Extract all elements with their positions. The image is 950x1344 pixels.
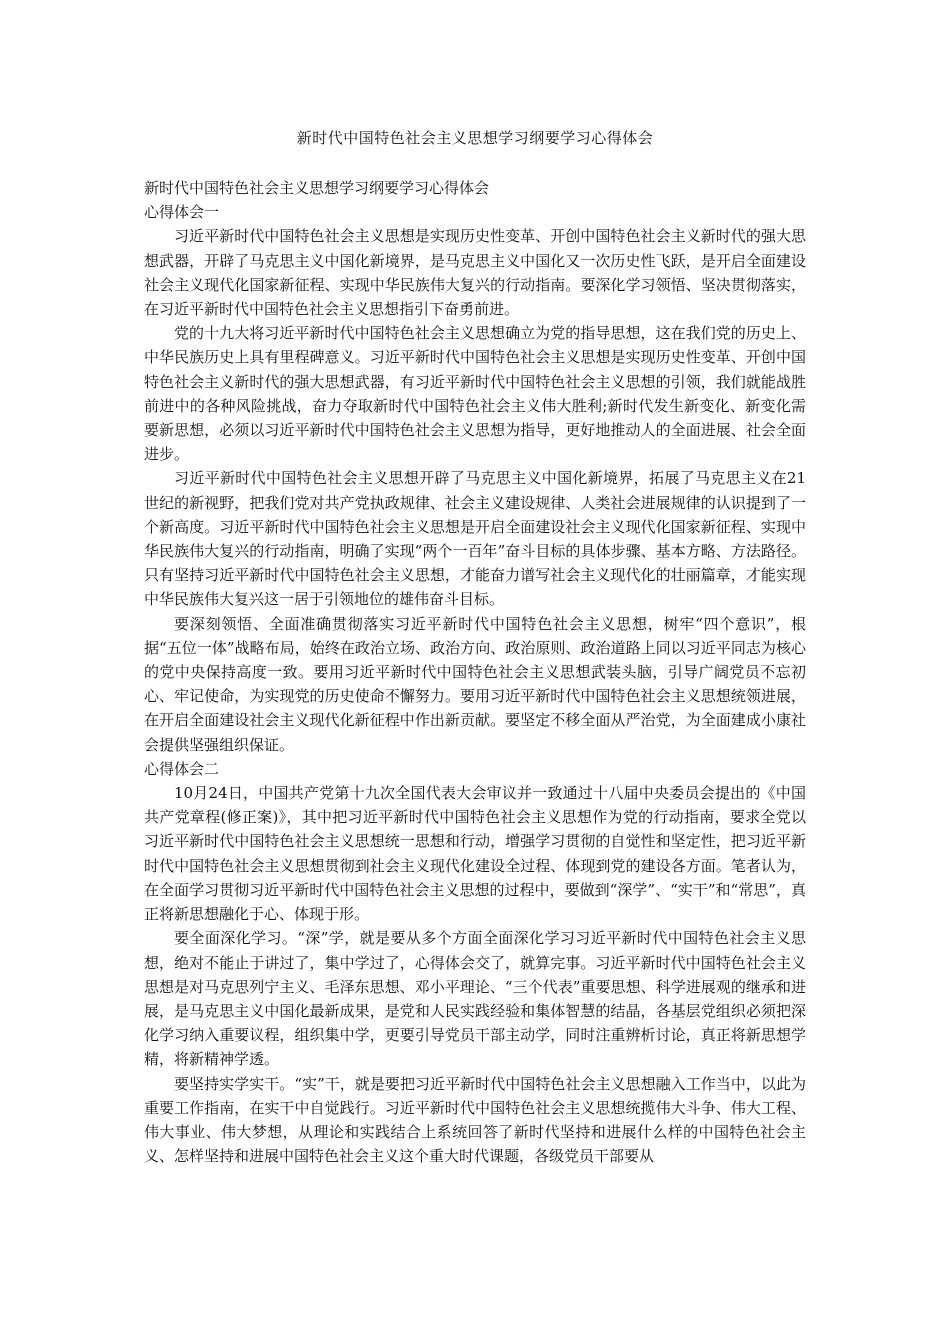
paragraph: 党的十九大将习近平新时代中国特色社会主义思想确立为党的指导思想，这在我们党的历史上、中华民族历史上具有里程碑意义。习近平新时代中国特色社会主义思想是实现历史性变革、开创中国特色社会主义新时代的强大思想武器，有习近平新时代中国特色社会主义思想的引领，我们就能战胜前进中的各种风险挑战，奋力夺取新时代中国特色社会主义伟大胜利;新时代发生新变化、新变化需要新思想，必须以习近平新时代中国特色社会主义思想为指导，更好地推动人的全面进展、社会全面进步。 [144, 324, 806, 464]
paragraph: 习近平新时代中国特色社会主义思想是实现历史性变革、开创中国特色社会主义新时代的强大思想武器，开辟了马克思主义中国化新境界，是马克思主义中国化又一次历史性飞跃，是开启全面建设社会主义现代化国家新征程、实现中华民族伟大复兴的行动指南。要深化学习领悟、坚决贯彻落实，在习近平新时代中国特色社会主义思想指引下奋勇前进。 [144, 227, 806, 319]
paragraph: 要全面深化学习。“深”学，就是要从多个方面全面深化学习习近平新时代中国特色社会主义思想，绝对不能止于讲过了，集中学过了，心得体会交了，就算完事。习近平新时代中国特色社会主义思想是对马克思列宁主义、毛泽东思想、邓小平理论、“三个代表”重要思想、科学进展观的继承和进展，是马克思主义中国化最新成果，是党和人民实践经验和集体智慧的结晶，各基层党组织必须把深化学习纳入重要议程，组织集中学，更要引导党员干部主动学，同时注重辨析讨论，真正将新思想学精，将新精神学透。 [144, 929, 806, 1069]
paragraph: 习近平新时代中国特色社会主义思想开辟了马克思主义中国化新境界，拓展了马克思主义在21世纪的新视野，把我们党对共产党执政规律、社会主义建设规律、人类社会进展规律的认识提到了一个新高度。习近平新时代中国特色社会主义思想是开启全面建设社会主义现代化国家新征程、实现中华民族伟大复兴的行动指南，明确了实现“两个一百年”奋斗目标的具体步骤、基本方略、方法路径。只有坚持习近平新时代中国特色社会主义思想，才能奋力谱写社会主义现代化的壮丽篇章，才能实现中华民族伟大复兴这一居于引领地位的雄伟奋斗目标。 [144, 469, 806, 609]
paragraph: 10月24日，中国共产党第十九次全国代表大会审议并一致通过十八届中央委员会提出的《中国共产党章程(修正案)》，其中把习近平新时代中国特色社会主义思想作为党的行动指南，要求全党以习近平新时代中国特色社会主义思想统一思想和行动，增强学习贯彻的自觉性和坚定性，把习近平新时代中国特色社会主义思想贯彻到社会主义现代化建设全过程、体现到党的建设各方面。笔者认为，在全面学习贯彻习近平新时代中国特色社会主义思想的过程中，要做到“深学”、“实干”和“常思”，真正将新思想融化于心、体现于形。 [144, 784, 806, 924]
section-heading-1: 心得体会一 [144, 203, 220, 222]
document-title: 新时代中国特色社会主义思想学习纲要学习心得体会 [296, 129, 654, 147]
section-heading-2: 心得体会二 [144, 759, 220, 778]
paragraph: 要坚持实学实干。“实”干，就是要把习近平新时代中国特色社会主义思想融入工作当中，以此为重要工作指南，在实干中自觉践行。习近平新时代中国特色社会主义思想统揽伟大斗争、伟大工程、伟大事业、伟大梦想，从理论和实践结合上系统回答了新时代坚持和进展什么样的中国特色社会主义、怎样坚持和进展中国特色社会主义这个重大时代课题，各级党员干部要从 [144, 1074, 806, 1166]
document-subtitle: 新时代中国特色社会主义思想学习纲要学习心得体会 [144, 179, 490, 197]
paragraph: 要深刻领悟、全面准确贯彻落实习近平新时代中国特色社会主义思想，树牢“四个意识”，根据“五位一体”战略布局，始终在政治立场、政治方向、政治原则、政治道路上同以习近平同志为核心的党中央保持高度一致。要用习近平新时代中国特色社会主义思想武装头脑，引导广阔党员不忘初心、牢记使命，为实现党的历史使命不懈努力。要用习近平新时代中国特色社会主义思想统领进展，在开启全面建设社会主义现代化新征程中作出新贡献。要坚定不移全面从严治党，为全面建成小康社会提供坚强组织保证。 [144, 614, 806, 754]
document-body [144, 176, 806, 1168]
